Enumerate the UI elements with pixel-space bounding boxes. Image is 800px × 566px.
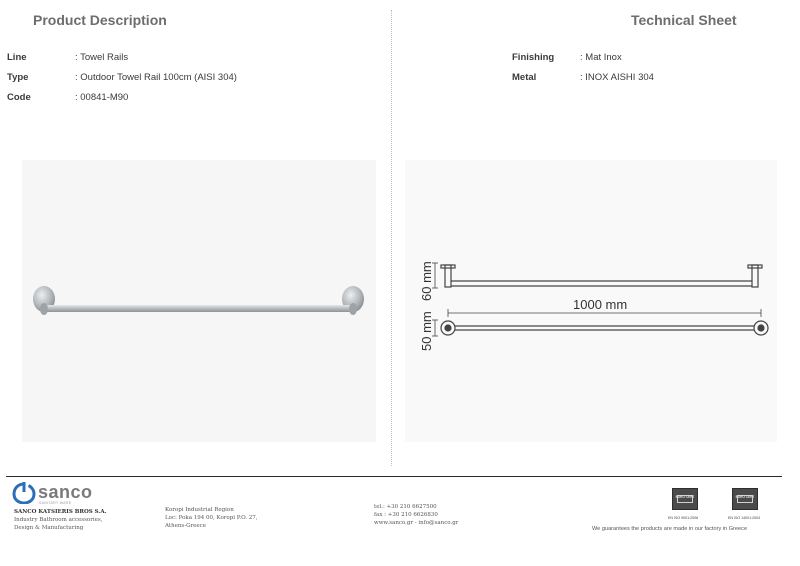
dim-length-label: 1000 mm	[573, 297, 628, 312]
address-line-3: Athens-Greece	[165, 523, 206, 529]
company-desc-1: Industry Bathroom accessories,	[14, 517, 103, 523]
technical-sheet-title: Technical Sheet	[631, 12, 737, 28]
contact-block	[374, 503, 458, 527]
eurocert-badge-1	[672, 488, 698, 510]
technical-drawing	[405, 160, 777, 442]
company-desc-2: Design & Manufacturing	[14, 525, 84, 531]
spec-value: : 00841-M90	[75, 92, 129, 103]
spec-label: Type	[7, 72, 29, 83]
eurocert-badge-2	[732, 488, 758, 510]
tech-label: Finishing	[512, 52, 555, 63]
dimension-drawing	[405, 160, 777, 442]
cert-standard-2: EN ISO 14001:2004	[728, 516, 761, 520]
spec-label: Line	[7, 52, 27, 63]
address-line-1: Koropi Industrial Region	[165, 507, 234, 513]
towel-rail-illustration	[22, 160, 376, 442]
brand-name: sanco	[38, 482, 93, 502]
footer-divider	[6, 476, 782, 477]
rail-bar	[44, 305, 354, 312]
sanco-logo-icon	[12, 482, 36, 504]
cert-standard-1: EN ISO 9001:2008	[668, 516, 699, 520]
fax: fax : +30 210 6626830	[374, 512, 438, 518]
website-email[interactable]: www.sanco.gr - info@sanco.gr	[374, 520, 459, 526]
brand-tagline: SANITARY WARE	[39, 501, 72, 505]
phone: tel.: +30 210 6627500	[374, 504, 437, 510]
column-divider	[391, 10, 392, 466]
tech-value: : INOX AISHI 304	[580, 72, 654, 83]
tech-label: Metal	[512, 72, 537, 83]
cert-badge-text: EURO CERT	[735, 495, 755, 499]
spec-value: : Outdoor Towel Rail 100cm (AISI 304)	[75, 72, 237, 83]
spec-label: Code	[7, 92, 31, 103]
dim-depth-label: 50 mm	[419, 311, 434, 351]
product-description-title: Product Description	[33, 12, 167, 28]
tech-value: : Mat Inox	[580, 52, 622, 63]
guarantee-note: We guarantees the products are made in our factory in Greece	[592, 526, 748, 532]
product-photo	[22, 160, 376, 442]
spec-value: : Towel Rails	[75, 52, 129, 63]
cert-badge-text: EURO CERT	[675, 495, 695, 499]
company-name: SANCO KATSIERIS BROS S.A.	[14, 509, 107, 515]
dim-height-label: 60 mm	[419, 261, 434, 301]
address-block	[165, 506, 258, 530]
company-block	[14, 508, 107, 532]
address-line-2: Loc: Poka 194 00, Koropi P.O. 27,	[165, 515, 258, 521]
